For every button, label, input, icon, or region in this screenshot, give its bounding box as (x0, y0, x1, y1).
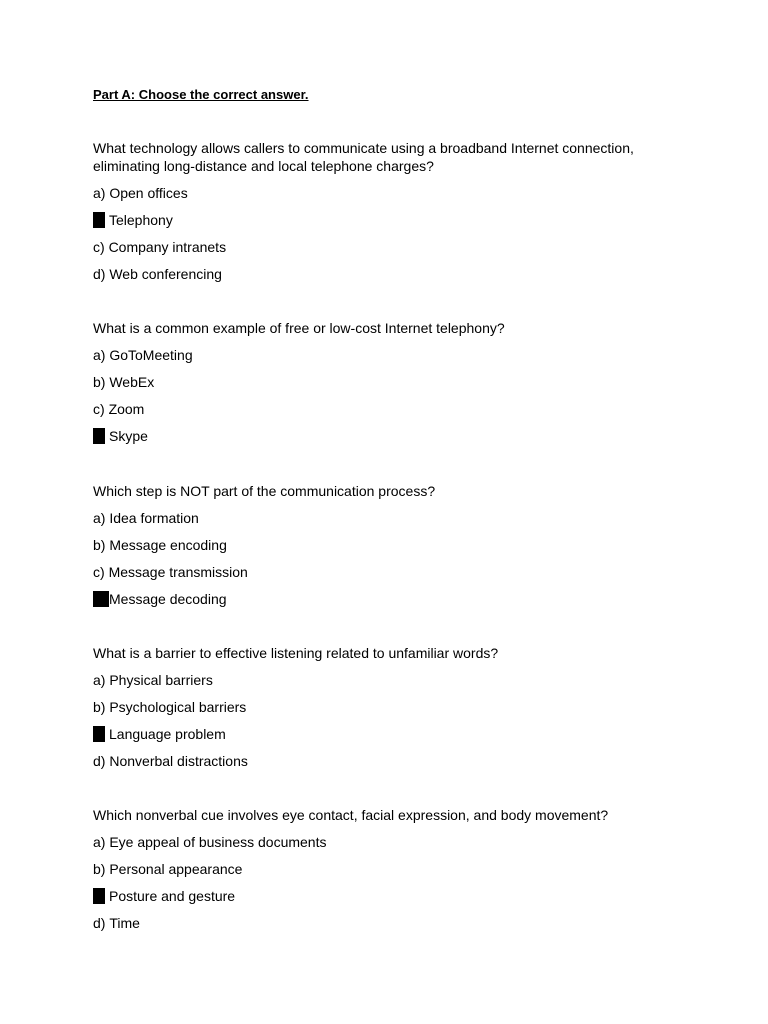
option-label: Nonverbal distractions (109, 753, 248, 769)
question-text: What is a barrier to effective listening related to unfamiliar words? (93, 645, 499, 661)
option-prefix: d) (93, 266, 110, 282)
option-prefix: d) (93, 753, 110, 769)
option-label: Telephony (109, 212, 173, 228)
option-prefix: c) (93, 239, 109, 255)
option-d (93, 914, 693, 932)
option-label: Message decoding (109, 591, 227, 607)
option-b (93, 211, 693, 229)
redaction-mark (93, 726, 105, 742)
question-text: Which step is NOT part of the communication process? (93, 483, 436, 499)
redaction-mark (93, 428, 105, 444)
option-a (93, 346, 693, 364)
redaction-mark (93, 888, 105, 904)
option-prefix: a) (93, 185, 110, 201)
option-d (93, 427, 693, 445)
option-c (93, 725, 693, 743)
question-1 (93, 139, 693, 283)
redaction-mark (93, 212, 105, 228)
option-label: Idea formation (109, 510, 199, 526)
option-b (93, 373, 693, 391)
option-a (93, 833, 693, 851)
option-label: Message encoding (109, 537, 227, 553)
option-label: Open offices (109, 185, 188, 201)
option-prefix: b) (93, 374, 110, 390)
option-d (93, 752, 693, 770)
option-a (93, 509, 693, 527)
option-prefix: b) (93, 537, 110, 553)
question-5 (93, 806, 693, 932)
option-a (93, 184, 693, 202)
option-label: Web conferencing (109, 266, 222, 282)
option-label: Posture and gesture (109, 888, 236, 904)
option-prefix: a) (93, 347, 110, 363)
option-prefix: b) (93, 861, 110, 877)
question-text: What is a common example of free or low-cost Internet telephony? (93, 320, 505, 336)
option-label: Psychological barriers (109, 699, 247, 715)
option-label: Language problem (109, 726, 226, 742)
option-prefix: c) (93, 401, 109, 417)
option-d (93, 590, 693, 608)
option-label: GoToMeeting (109, 347, 193, 363)
option-label: Skype (109, 428, 148, 444)
option-a (93, 671, 693, 689)
question-text: What technology allows callers to communicate using a broadband Internet connection, eliminating long-distance and local telephone charges? (93, 140, 634, 174)
question-3 (93, 482, 693, 608)
option-c (93, 400, 693, 418)
part-heading: Part A: Choose the correct answer. (93, 87, 309, 102)
option-prefix: a) (93, 672, 110, 688)
option-label: Company intranets (108, 239, 227, 255)
option-label: Physical barriers (109, 672, 213, 688)
option-label: Eye appeal of business documents (109, 834, 327, 850)
option-label: Time (109, 915, 140, 931)
option-label: WebEx (109, 374, 155, 390)
option-d (93, 265, 693, 283)
option-prefix: a) (93, 510, 110, 526)
option-c (93, 887, 693, 905)
question-2 (93, 319, 693, 445)
option-c (93, 563, 693, 581)
question-4 (93, 644, 693, 770)
question-text: Which nonverbal cue involves eye contact, facial expression, and body movement? (93, 807, 609, 823)
option-label: Zoom (108, 401, 145, 417)
option-prefix: c) (93, 564, 109, 580)
option-label: Message transmission (108, 564, 248, 580)
option-prefix: a) (93, 834, 110, 850)
option-c (93, 238, 693, 256)
option-b (93, 698, 693, 716)
redaction-mark (93, 591, 109, 607)
option-b (93, 536, 693, 554)
option-label: Personal appearance (109, 861, 243, 877)
option-prefix: b) (93, 699, 110, 715)
option-prefix: d) (93, 915, 110, 931)
option-b (93, 860, 693, 878)
